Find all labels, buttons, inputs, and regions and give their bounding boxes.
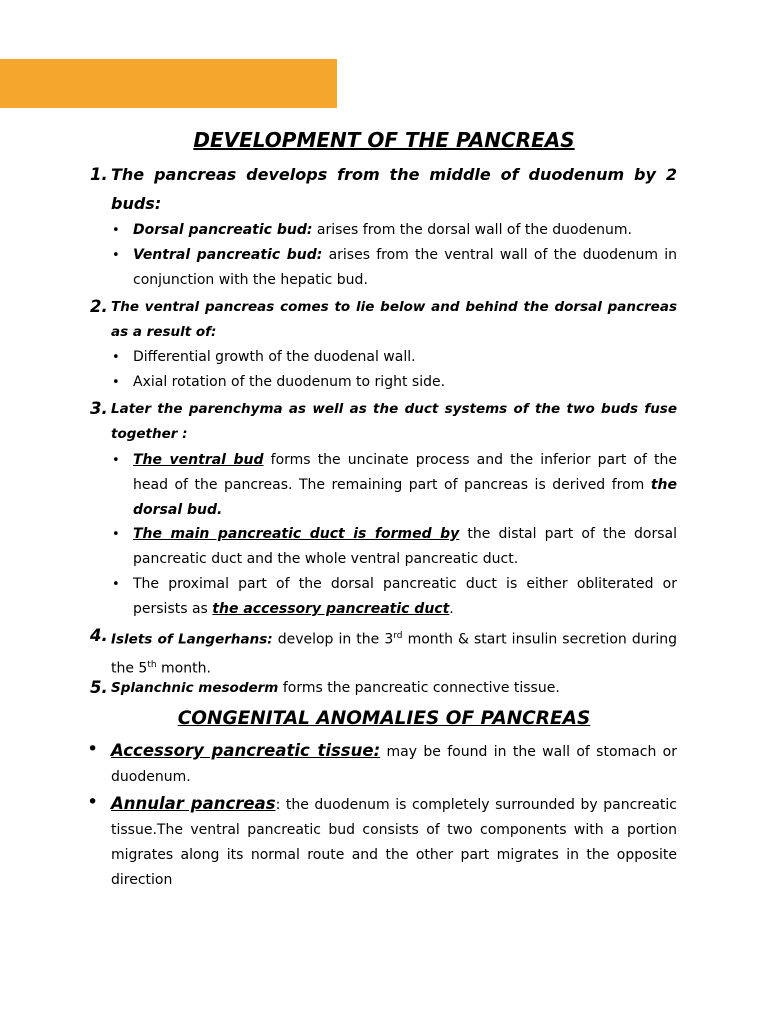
- bullet-item: [133, 243, 677, 293]
- bullet-label: The main pancreatic duct is formed by: [133, 526, 460, 542]
- item-text-part: develop in the 3: [272, 631, 394, 648]
- bullet-item: [133, 218, 677, 243]
- item-number: 5.: [90, 678, 108, 697]
- item-text-part: month.: [156, 660, 211, 677]
- bullet-tail: .: [449, 601, 454, 617]
- bullet-item: Differential growth of the duodenal wall.: [133, 349, 416, 365]
- bullet-icon: •: [112, 577, 120, 592]
- bullet-item: [133, 572, 677, 622]
- bullet-label: Ventral pancreatic bud:: [133, 247, 323, 263]
- item-number: 3.: [90, 399, 108, 418]
- item-label: Splanchnic mesoderm: [111, 680, 279, 696]
- item-text: [111, 676, 677, 701]
- section-title: CONGENITAL ANOMALIES OF PANCREAS: [177, 708, 591, 729]
- item-text-part: month & start insulin secretion during the 5: [111, 631, 678, 677]
- item-heading: The ventral pancreas comes to lie below and behind the dorsal pancreas as a result of:: [111, 299, 677, 340]
- bullet-item: [133, 448, 677, 523]
- bullet-text: the distal part of the dorsal pancreatic duct and the whole ventral pancreatic duct.: [133, 526, 678, 567]
- bullet-item: Axial rotation of the duodenum to right side.: [133, 374, 446, 390]
- bullet-icon: •: [112, 527, 120, 542]
- bullet-icon: •: [87, 738, 99, 760]
- anomaly-label: Annular pancreas: [111, 794, 276, 813]
- page-title: DEVELOPMENT OF THE PANCREAS: [193, 128, 575, 152]
- item-text-part: forms the pancreatic connective tissue.: [278, 680, 560, 696]
- anomaly-item: [111, 791, 677, 893]
- bullet-icon: •: [112, 248, 120, 263]
- bullet-label: Dorsal pancreatic bud:: [133, 222, 313, 238]
- bullet-icon: •: [87, 791, 99, 813]
- bullet-label: the accessory pancreatic duct: [212, 601, 450, 617]
- bullet-icon: •: [112, 375, 120, 390]
- item-heading: Later the parenchyma as well as the duct systems of the two buds fuse together :: [111, 401, 677, 442]
- item-heading: The pancreas develops from the middle of duodenum by 2 buds:: [111, 165, 677, 213]
- bullet-text: arises from the dorsal wall of the duodenum.: [312, 222, 632, 238]
- anomaly-text: : the duodenum is completely surrounded by pancreatic tissue.The ventral pancreatic bud consists of two components with a portion migrates along its normal route and the other part migrates in the opposite direction: [111, 797, 677, 888]
- anomaly-label: Accessory pancreatic tissue:: [111, 741, 381, 760]
- anomaly-item: [111, 738, 677, 790]
- bullet-tail: the dorsal bud.: [133, 477, 677, 518]
- item-label: Islets of Langerhans:: [111, 631, 273, 648]
- ordinal-suffix: rd: [393, 631, 403, 641]
- bullet-text: The proximal part of the dorsal pancreatic duct is either obliterated or persists as: [133, 576, 677, 617]
- bullet-icon: •: [112, 223, 120, 238]
- bullet-label: The ventral bud: [133, 452, 264, 468]
- ordinal-suffix: th: [147, 659, 157, 670]
- accent-band: [0, 59, 337, 108]
- item-number: 4.: [90, 626, 108, 645]
- bullet-text: arises from the ventral wall of the duodenum in conjunction with the hepatic bud.: [133, 247, 677, 288]
- bullet-icon: •: [112, 350, 120, 365]
- bullet-icon: •: [112, 453, 120, 468]
- item-text: [111, 624, 677, 681]
- bullet-text: forms the uncinate process and the inferior part of the head of the pancreas. The remaining part of pancreas is derived from: [133, 452, 677, 493]
- bullet-item: [133, 522, 677, 572]
- item-number: 1.: [90, 165, 108, 184]
- item-number: 2.: [90, 297, 108, 316]
- anomaly-text: may be found in the wall of stomach or duodenum.: [111, 744, 677, 785]
